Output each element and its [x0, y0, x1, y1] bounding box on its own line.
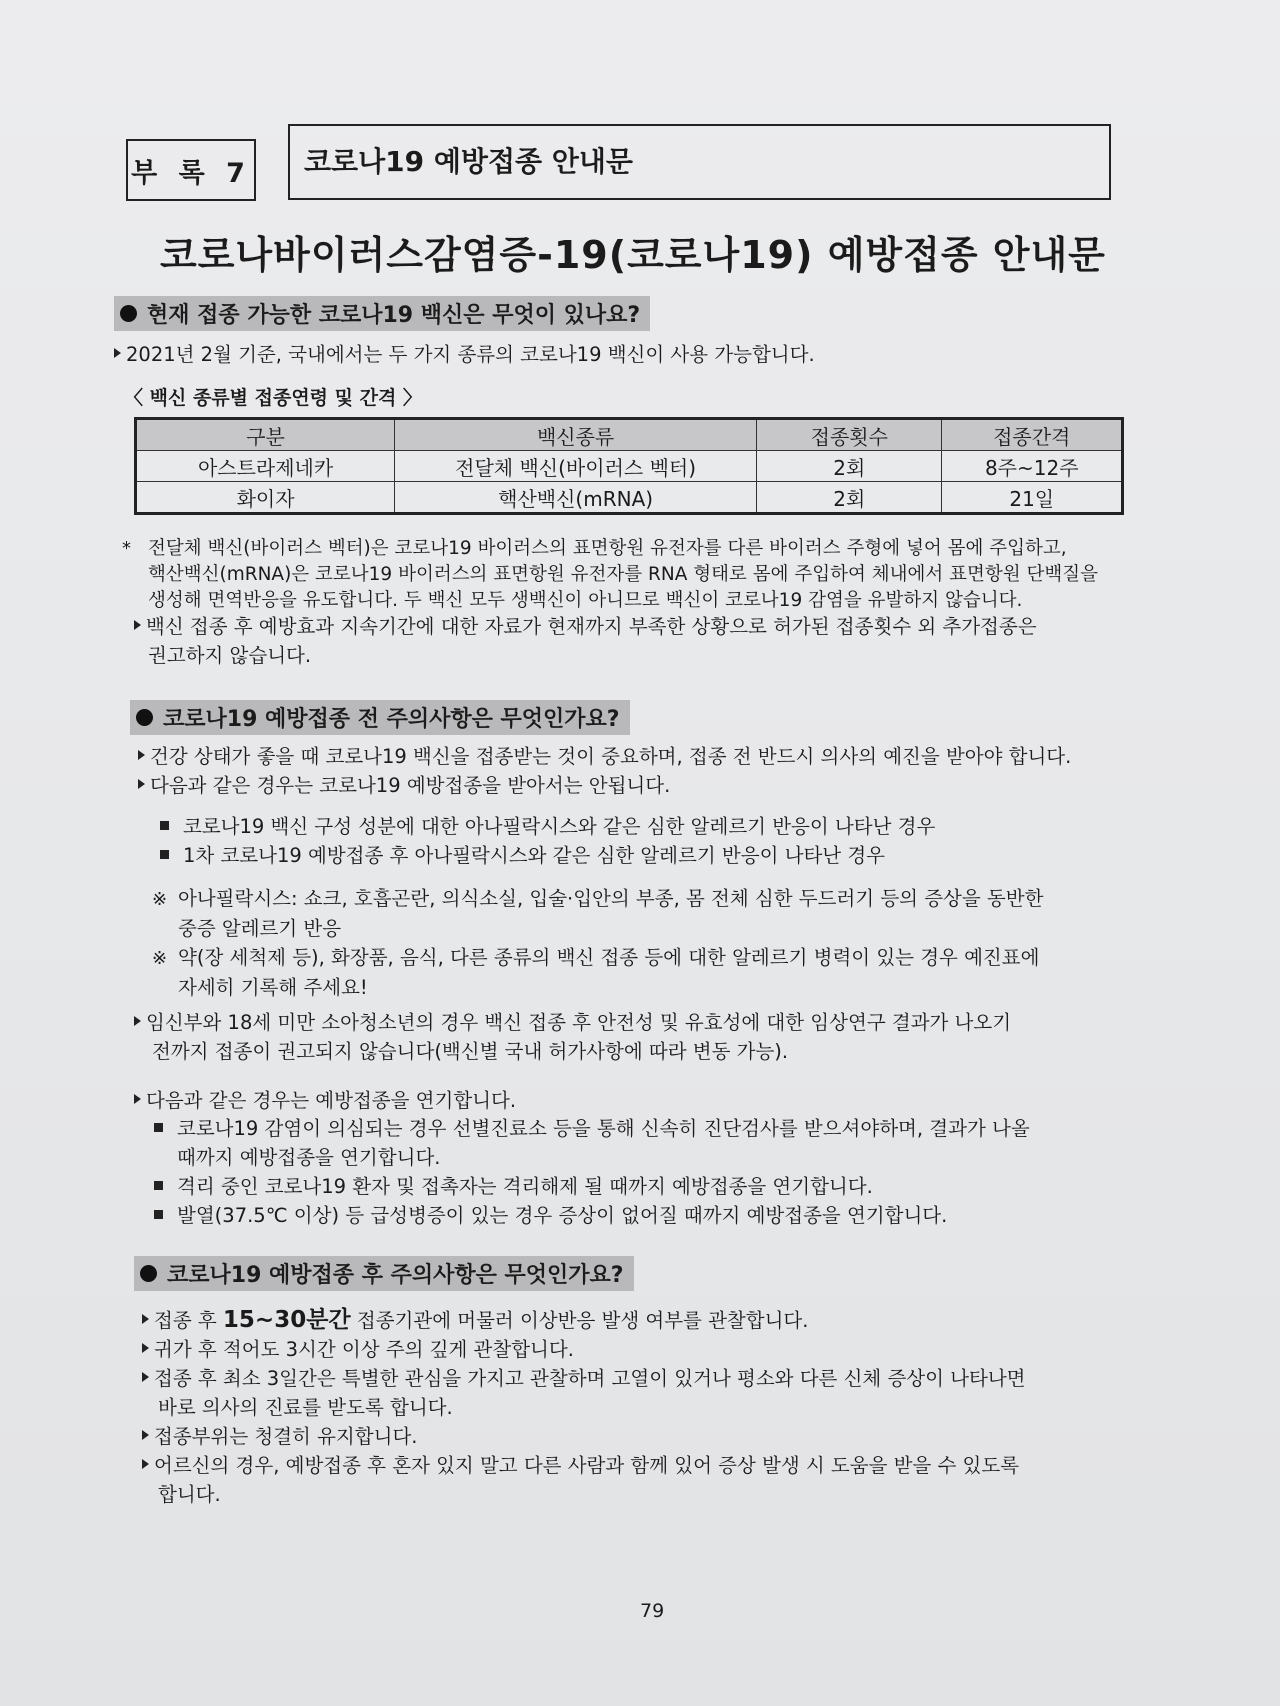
table-cell: 8주~12주 — [942, 451, 1123, 482]
table-header-cell: 접종횟수 — [757, 419, 942, 451]
table-header-cell: 접종간격 — [942, 419, 1123, 451]
page-title: 코로나바이러스감염증-19(코로나19) 예방접종 안내문 — [160, 233, 1106, 277]
list-item: 발열(37.5℃ 이상) 등 급성병증이 있는 경우 증상이 없어질 때까지 예방접종을 연기합니다. — [177, 1204, 948, 1227]
table-header-row — [136, 419, 1123, 451]
postpone-heading — [134, 1086, 516, 1115]
triangle-bullet-icon — [134, 620, 141, 630]
after-line: 바로 의사의 진료를 받도록 합니다. — [158, 1396, 453, 1419]
table-cell: 전달체 백신(바이러스 벡터) — [395, 451, 757, 482]
bullet-dot-icon — [120, 305, 137, 322]
triangle-bullet-icon — [142, 1343, 149, 1353]
section2-bullets — [138, 742, 1071, 800]
triangle-bullet-icon — [138, 750, 145, 760]
reference-line: 아나필락시스: 쇼크, 호흡곤란, 의식소실, 입술·입안의 부종, 몸 전체 심한 두드러기 등의 증상을 동반한 — [178, 887, 1044, 910]
reference-line: 자세히 기록해 주세요! — [178, 976, 368, 999]
section1-intro — [114, 340, 815, 369]
section1-heading — [114, 296, 650, 331]
square-bullet-icon — [160, 850, 169, 859]
bullet-dot-icon — [140, 1265, 157, 1282]
square-bullet-icon — [154, 1181, 163, 1190]
footnote-mark: * — [122, 538, 131, 559]
footnote-line: 전달체 백신(바이러스 벡터)은 코로나19 바이러스의 표면항원 유전자를 다른 바이러스 주형에 넣어 몸에 주입하고, — [148, 538, 1067, 559]
table-row — [136, 451, 1123, 482]
reference-mark: ※ — [152, 948, 168, 969]
section2-heading-text: 코로나19 예방접종 전 주의사항은 무엇인가요? — [163, 707, 620, 732]
pregnancy-note — [134, 1008, 1011, 1066]
footnote-line: 핵산백신(mRNA)은 코로나19 바이러스의 표면항원 유전자를 RNA 형태로 몸에 주입하여 체내에서 표면항원 단백질을 — [148, 564, 1098, 585]
pregnancy-note-line: 임신부와 18세 미만 소아청소년의 경우 백신 접종 후 안전성 및 유효성에 대한 임상연구 결과가 나오기 — [146, 1011, 1012, 1034]
reference-mark: ※ — [152, 889, 168, 910]
triangle-bullet-icon — [142, 1430, 149, 1440]
wait-duration: 15~30분간 — [222, 1307, 351, 1333]
table-cell: 21일 — [942, 482, 1123, 514]
booster-note — [134, 612, 1037, 670]
square-bullet-icon — [154, 1123, 163, 1132]
footnote-line: 생성해 면역반응을 유도합니다. 두 백신 모두 생백신이 아니므로 백신이 코로나19 감염을 유발하지 않습니다. — [148, 590, 1023, 611]
after-line: 합니다. — [158, 1483, 221, 1506]
table-cell: 2회 — [757, 451, 942, 482]
postpone-list — [154, 1114, 1030, 1230]
precaution-line: 다음과 같은 경우는 코로나19 예방접종을 받아서는 안됩니다. — [150, 774, 671, 797]
booster-note-line: 권고하지 않습니다. — [148, 644, 312, 667]
after-line: 어르신의 경우, 예방접종 후 혼자 있지 말고 다른 사람과 함께 있어 증상 발생 시 도움을 받을 수 있도록 — [154, 1454, 1020, 1477]
table-cell: 아스트라제네카 — [136, 451, 395, 482]
section3-heading — [134, 1256, 634, 1291]
list-item: 때까지 예방접종을 연기합니다. — [177, 1146, 441, 1169]
after-line: 접종부위는 청결히 유지합니다. — [154, 1425, 418, 1448]
table-row — [136, 482, 1123, 514]
list-item: 코로나19 감염이 의심되는 경우 선별진료소 등을 통해 신속히 진단검사를 받으셔야하며, 결과가 나올 — [177, 1117, 1030, 1140]
triangle-bullet-icon — [142, 1459, 149, 1469]
list-item: 1차 코로나19 예방접종 후 아나필락시스와 같은 심한 알레르기 반응이 나타난 경우 — [183, 844, 885, 867]
contraindication-list — [160, 812, 935, 870]
section2-heading — [130, 700, 630, 735]
after-line-suffix: 접종기관에 머물러 이상반응 발생 여부를 관찰합니다. — [350, 1309, 809, 1332]
table-header-cell: 구분 — [136, 419, 395, 451]
reference-line: 중증 알레르기 반응 — [178, 917, 342, 940]
section3-heading-text: 코로나19 예방접종 후 주의사항은 무엇인가요? — [167, 1263, 624, 1288]
after-line-prefix: 접종 후 — [154, 1309, 223, 1332]
pregnancy-note-line: 전까지 접종이 권고되지 않습니다(백신별 국내 허가사항에 따라 변동 가능). — [152, 1040, 789, 1063]
section1-heading-text: 현재 접종 가능한 코로나19 백신은 무엇이 있나요? — [147, 303, 641, 328]
vaccine-table — [134, 417, 1124, 515]
table-cell: 2회 — [757, 482, 942, 514]
after-line: 접종 후 최소 3일간은 특별한 관심을 가지고 관찰하며 고열이 있거나 평소와 다른 신체 증상이 나타나면 — [154, 1367, 1026, 1390]
precaution-line: 건강 상태가 좋을 때 코로나19 백신을 접종받는 것이 중요하며, 접종 전 반드시 의사의 예진을 받아야 합니다. — [150, 745, 1072, 768]
triangle-bullet-icon — [138, 779, 145, 789]
bullet-dot-icon — [136, 709, 153, 726]
list-item: 격리 중인 코로나19 환자 및 접촉자는 격리해제 될 때까지 예방접종을 연기합니다. — [177, 1175, 873, 1198]
vaccine-footnote — [122, 536, 1098, 614]
after-line: 귀가 후 적어도 3시간 이상 주의 깊게 관찰합니다. — [154, 1338, 574, 1361]
triangle-bullet-icon — [134, 1094, 141, 1104]
appendix-title-box: 코로나19 예방접종 안내문 — [288, 124, 1111, 200]
booster-note-line: 백신 접종 후 예방효과 지속기간에 대한 자료가 현재까지 부족한 상황으로 허가된 접종횟수 외 추가접종은 — [146, 615, 1037, 638]
table-header-cell: 백신종류 — [395, 419, 757, 451]
reference-line: 약(장 세척제 등), 화장품, 음식, 다른 종류의 백신 접종 등에 대한 알레르기 병력이 있는 경우 예진표에 — [178, 946, 1040, 969]
triangle-bullet-icon — [134, 1016, 141, 1026]
table-cell: 핵산백신(mRNA) — [395, 482, 757, 514]
square-bullet-icon — [160, 821, 169, 830]
triangle-bullet-icon — [142, 1314, 149, 1324]
appendix-label: 부 록 7 — [126, 139, 256, 201]
section3-bullets — [142, 1306, 1026, 1509]
page-number: 79 — [640, 1600, 665, 1622]
postpone-heading-text: 다음과 같은 경우는 예방접종을 연기합니다. — [146, 1089, 517, 1112]
reference-notes — [152, 884, 1043, 1002]
triangle-bullet-icon — [114, 348, 121, 358]
table-cell: 화이자 — [136, 482, 395, 514]
list-item: 코로나19 백신 구성 성분에 대한 아나필락시스와 같은 심한 알레르기 반응이 나타난 경우 — [183, 815, 936, 838]
section1-intro-text: 2021년 2월 기준, 국내에서는 두 가지 종류의 코로나19 백신이 사용 가능합니다. — [126, 343, 815, 366]
square-bullet-icon — [154, 1210, 163, 1219]
triangle-bullet-icon — [142, 1372, 149, 1382]
table-caption: 〈 백신 종류별 접종연령 및 간격 〉 — [124, 387, 422, 409]
